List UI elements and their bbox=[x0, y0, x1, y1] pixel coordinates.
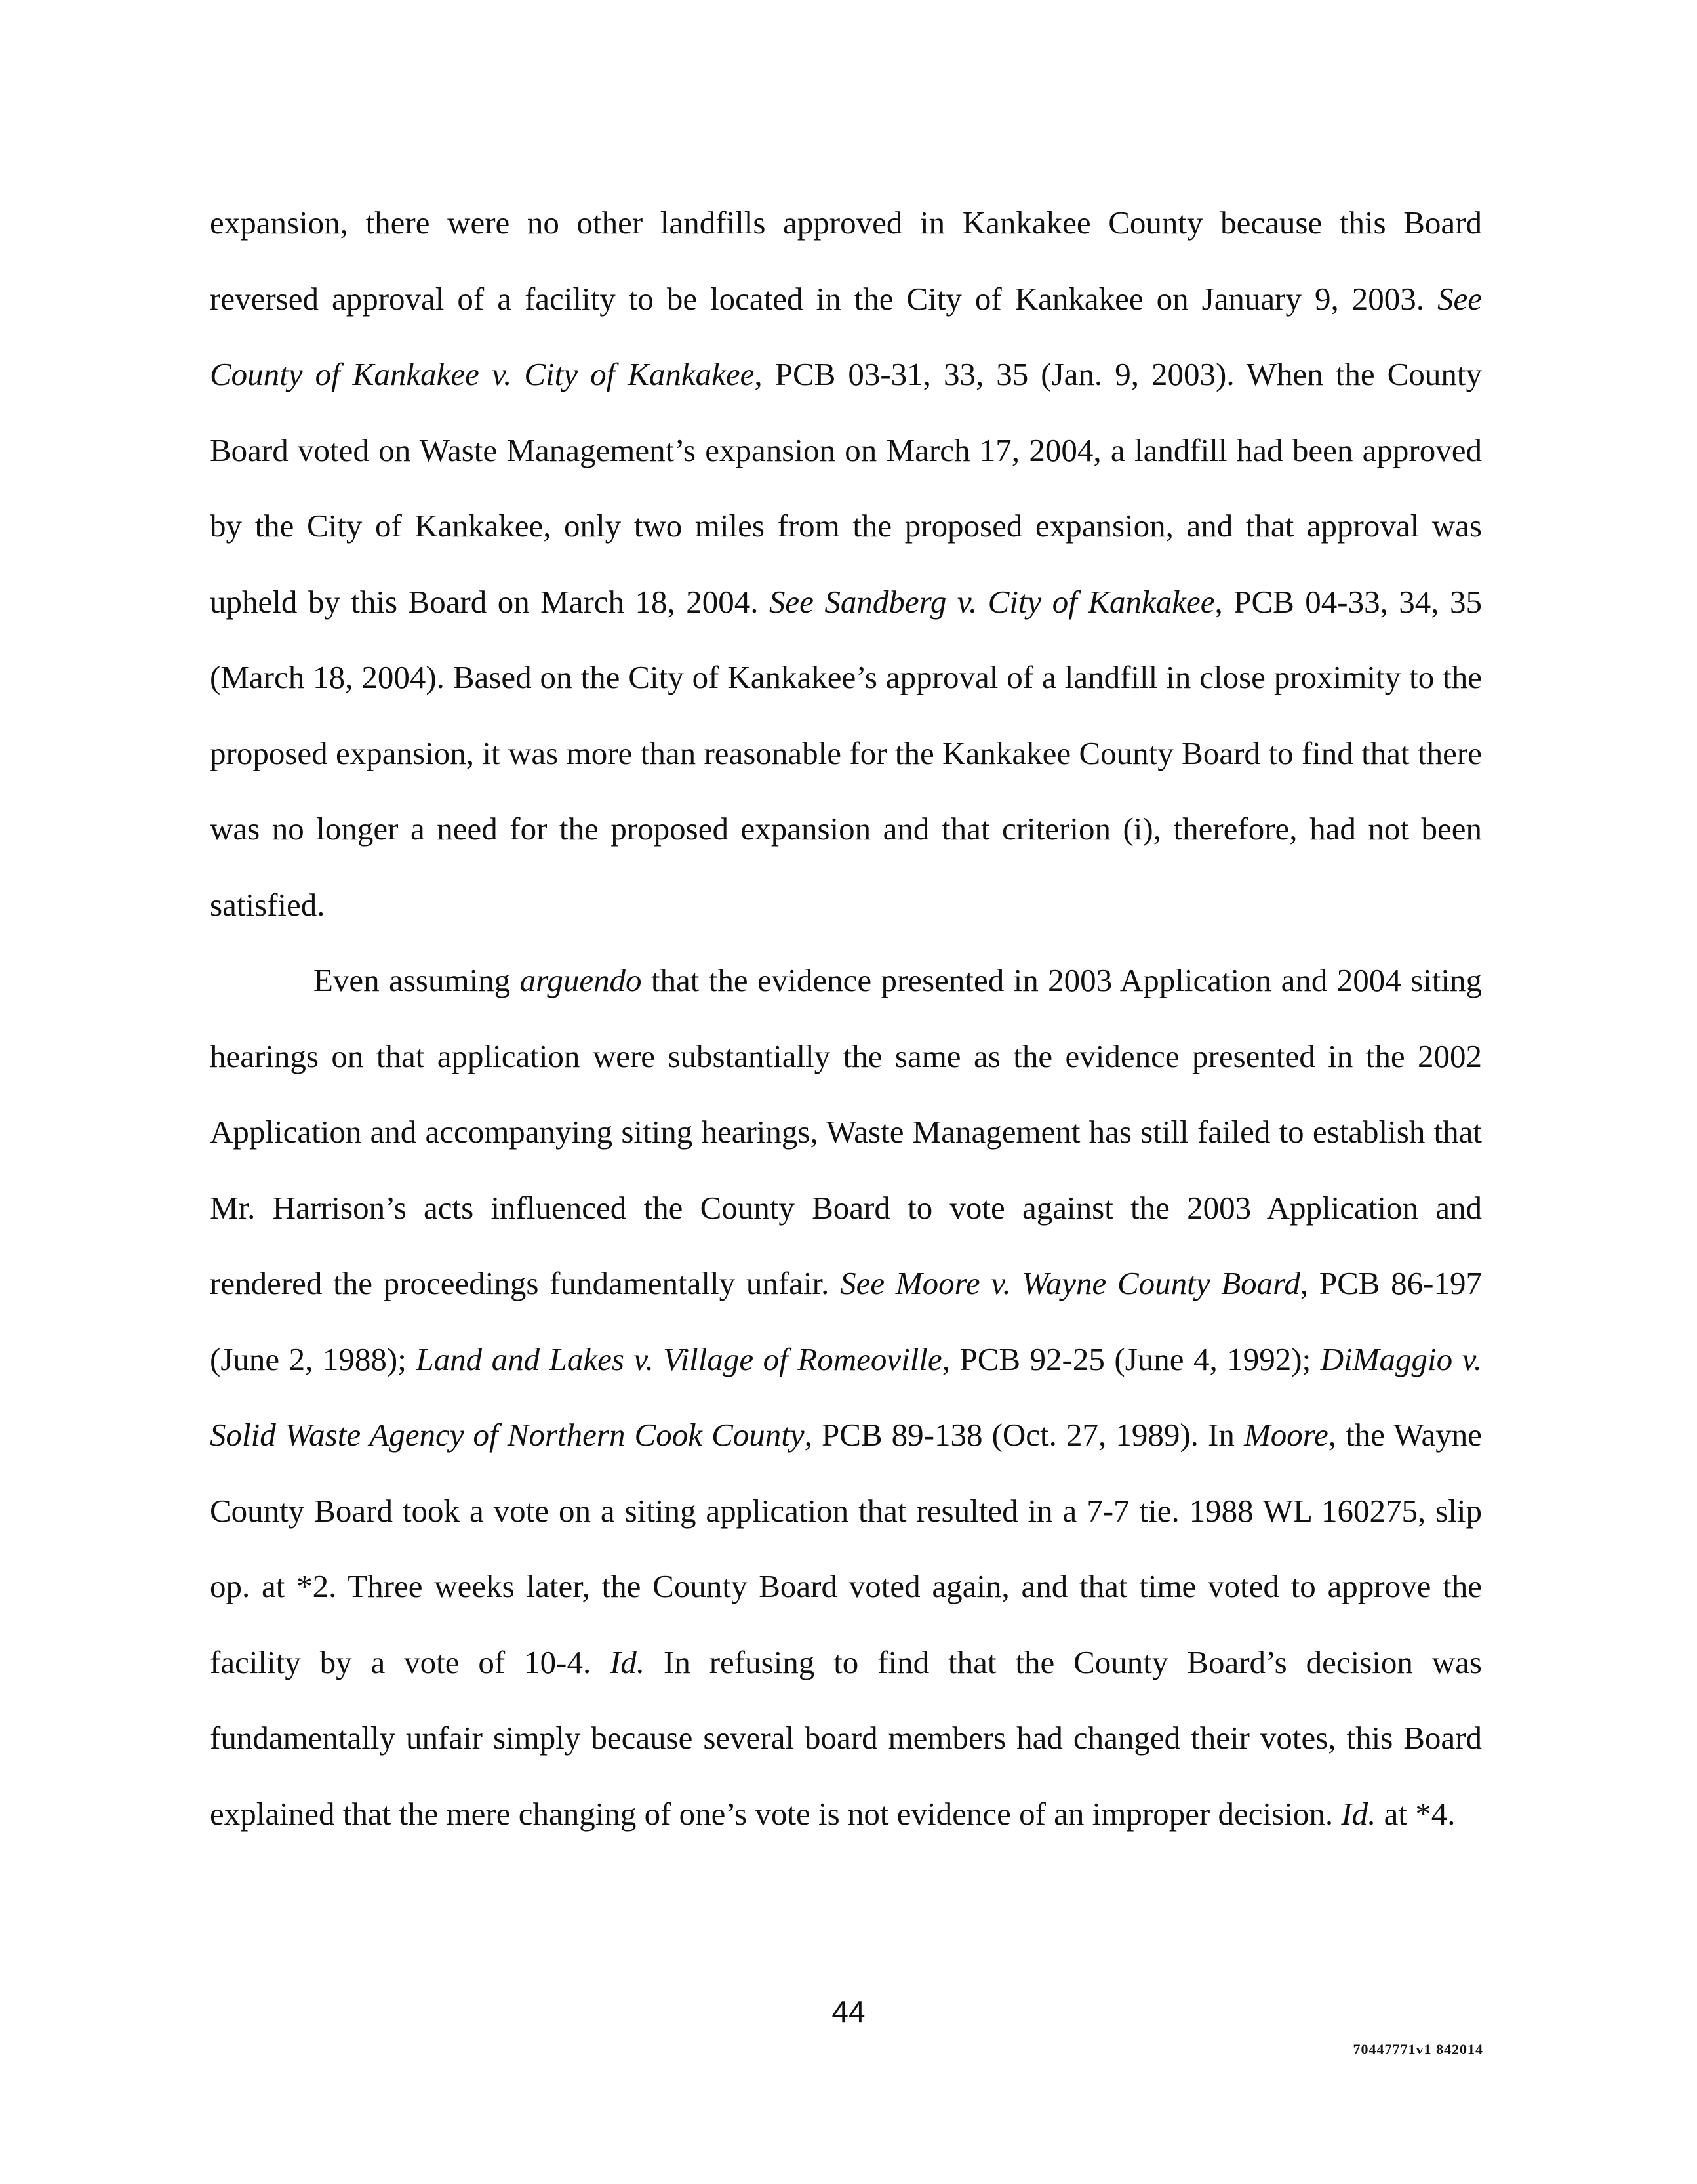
citation-moore-short: Moore bbox=[1243, 1417, 1328, 1453]
document-body bbox=[210, 185, 1482, 1851]
citation-dimaggio: DiMaggio v. Solid Waste Agency of Northern Cook County bbox=[210, 1341, 1482, 1453]
citation-id-2: Id. bbox=[1341, 1795, 1376, 1832]
citation-county-of-kankakee: See County of Kankakee v. City of Kankakee bbox=[210, 280, 1482, 392]
citation-sandberg: See Sandberg v. City of Kankakee bbox=[769, 583, 1215, 620]
paragraph-2: Even assuming arguendo that the evidence presented in 2003 Application and 2004 siting hearings on that application were substantially the same as the evidence presented in the 2002 Application and accompanying siting hearings, Waste Management has still failed to establish that Mr. Harrison’s acts influenced the County Board to vote against the 2003 Application and rendered the proceedings fundamentally unfair. See Moore v. Wayne County Board, PCB 86-197 (June 2, 1988); Land and Lakes v. Village of Romeoville, PCB 92-25 (June 4, 1992); DiMaggio v. Solid Waste Agency of Northern Cook County, PCB 89-138 (Oct. 27, 1989). In Moore, the Wayne County Board took a vote on a siting application that resulted in a 7-7 tie. 1988 WL 160275, slip op. at *2. Three weeks later, the County Board voted again, and that time voted to approve the facility by a vote of 10-4. Id. In refusing to find that the County Board’s decision was fundamentally unfair simply because several board members had changed their votes, this Board explained that the mere changing of one’s vote is not evidence of an improper decision. Id. at *4. bbox=[210, 962, 1483, 1832]
paragraph-1: expansion, there were no other landfills approved in Kankakee County because this Board reversed approval of a facility to be located in the City of Kankakee on January 9, 2003. See County of Kankakee v. City of Kankakee, PCB 03-31, 33, 35 (Jan. 9, 2003). When the County Board voted on Waste Management’s expansion on March 17, 2004, a landfill had been approved by the City of Kankakee, only two miles from the proposed expansion, and that approval was upheld by this Board on March 18, 2004. See Sandberg v. City of Kankakee, PCB 04-33, 34, 35 (March 18, 2004). Based on the City of Kankakee’s approval of a landfill in close proximity to the proposed expansion, it was more than reasonable for the Kankakee County Board to find that there was no longer a need for the proposed expansion and that criterion (i), therefore, had not been satisfied. bbox=[210, 205, 1482, 923]
document-id: 70447771v1 842014 bbox=[1353, 2041, 1483, 2057]
citation-id: Id. bbox=[610, 1644, 645, 1680]
page-number: 44 bbox=[831, 1994, 866, 2029]
citation-moore: See Moore v. Wayne County Board bbox=[840, 1265, 1300, 1301]
term-arguendo: arguendo bbox=[519, 962, 642, 998]
citation-land-and-lakes: Land and Lakes v. Village of Romeoville bbox=[416, 1341, 942, 1377]
